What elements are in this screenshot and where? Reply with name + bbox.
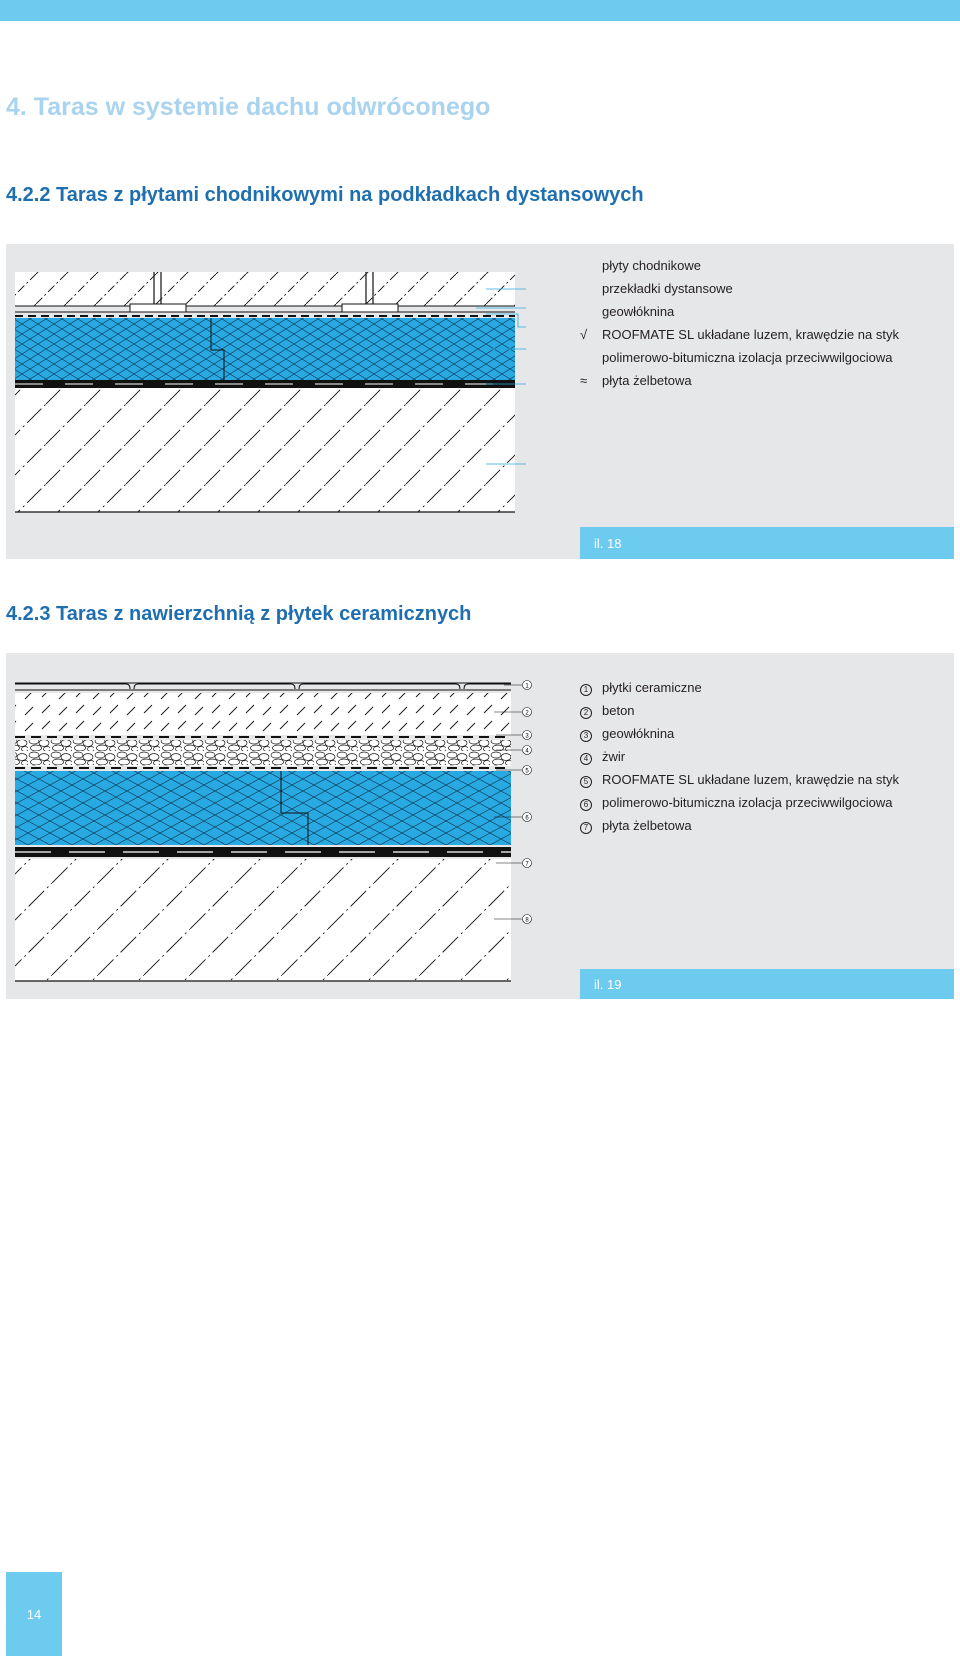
top-accent-band (0, 0, 960, 21)
legend-number: 4 (580, 753, 592, 765)
callout-markers (523, 681, 532, 924)
ceramic-tile-layer (15, 683, 511, 690)
figure1-heading: 4.2.2 Taras z płytami chodnikowymi na podkładkach dystansowych (6, 184, 644, 206)
membrane-layer (15, 847, 511, 857)
legend-label: żwir (602, 749, 626, 764)
legend-label: polimerowo-bitumiczna izolacja przeciwwilgociowa (602, 350, 893, 365)
callout-6 (523, 813, 532, 822)
legend-number: 1 (580, 684, 592, 696)
legend-label: polimerowo-bitumiczna izolacja przeciwwilgociowa (602, 795, 893, 810)
callout-2 (523, 708, 532, 717)
callout-5 (523, 766, 532, 775)
section-title: 4. Taras w systemie dachu odwróconego (6, 93, 491, 121)
legend-label: płyta żelbetowa (602, 818, 692, 833)
legend-item (580, 791, 899, 814)
figure2-heading: 4.2.3 Taras z nawierzchnią z płytek ceramicznych (6, 603, 472, 625)
figure1-panel (6, 244, 954, 559)
legend-number: 6 (580, 799, 592, 811)
legend-item (580, 722, 899, 745)
legend-item (580, 323, 899, 346)
paving-slab-layer (15, 272, 515, 306)
legend-label: ROOFMATE SL układane luzem, krawędzie na styk (602, 772, 899, 787)
legend-label: płytki ceramiczne (602, 680, 702, 695)
membrane-layer (15, 380, 515, 388)
callout-4 (523, 746, 532, 755)
legend-label: beton (602, 703, 635, 718)
svg-text:5: 5 (525, 768, 529, 775)
svg-text:8: 8 (525, 917, 529, 924)
legend-label: ROOFMATE SL układane luzem, krawędzie na styk (602, 327, 899, 342)
legend-item (580, 277, 899, 300)
legend-item (580, 676, 899, 699)
legend-item (580, 699, 899, 722)
figure1-legend (580, 254, 899, 392)
legend-mark: √ (580, 327, 588, 342)
legend-item (580, 254, 899, 277)
callout-7 (523, 859, 532, 868)
callout-1 (523, 681, 532, 690)
legend-number: 7 (580, 822, 592, 834)
svg-text:1: 1 (525, 683, 529, 690)
legend-label: przekładki dystansowe (602, 281, 733, 296)
concrete-slab-layer (15, 859, 511, 981)
svg-text:6: 6 (525, 815, 529, 822)
concrete-screed-layer (15, 693, 511, 735)
legend-label: geowłóknina (602, 304, 675, 319)
legend-item (580, 814, 899, 837)
legend-label: płyty chodnikowe (602, 258, 701, 273)
legend-label: geowłóknina (602, 726, 675, 741)
svg-text:2: 2 (525, 710, 529, 717)
legend-item (580, 300, 899, 323)
gravel-layer (15, 740, 511, 768)
legend-item (580, 768, 899, 791)
geotextile-layer (15, 312, 515, 316)
callout-3 (523, 731, 532, 740)
legend-mark: ≈ (580, 373, 588, 388)
svg-text:4: 4 (525, 748, 529, 755)
legend-number: 2 (580, 707, 592, 719)
svg-text:3: 3 (525, 733, 529, 740)
legend-number: 5 (580, 776, 592, 788)
callout-8 (523, 915, 532, 924)
page-number: 14 (6, 1572, 62, 1656)
figure2-legend (580, 676, 899, 837)
insulation-layer (15, 318, 515, 380)
figure1-caption: il. 18 (580, 527, 954, 559)
legend-item (580, 346, 899, 369)
legend-label: płyta żelbetowa (602, 373, 692, 388)
legend-item (580, 369, 899, 392)
legend-item (580, 745, 899, 768)
figure2-caption: il. 19 (580, 969, 954, 999)
figure2-panel (6, 653, 954, 999)
concrete-slab-layer (15, 388, 515, 512)
svg-text:7: 7 (525, 861, 529, 868)
insulation-layer (15, 771, 511, 845)
legend-number: 3 (580, 730, 592, 742)
